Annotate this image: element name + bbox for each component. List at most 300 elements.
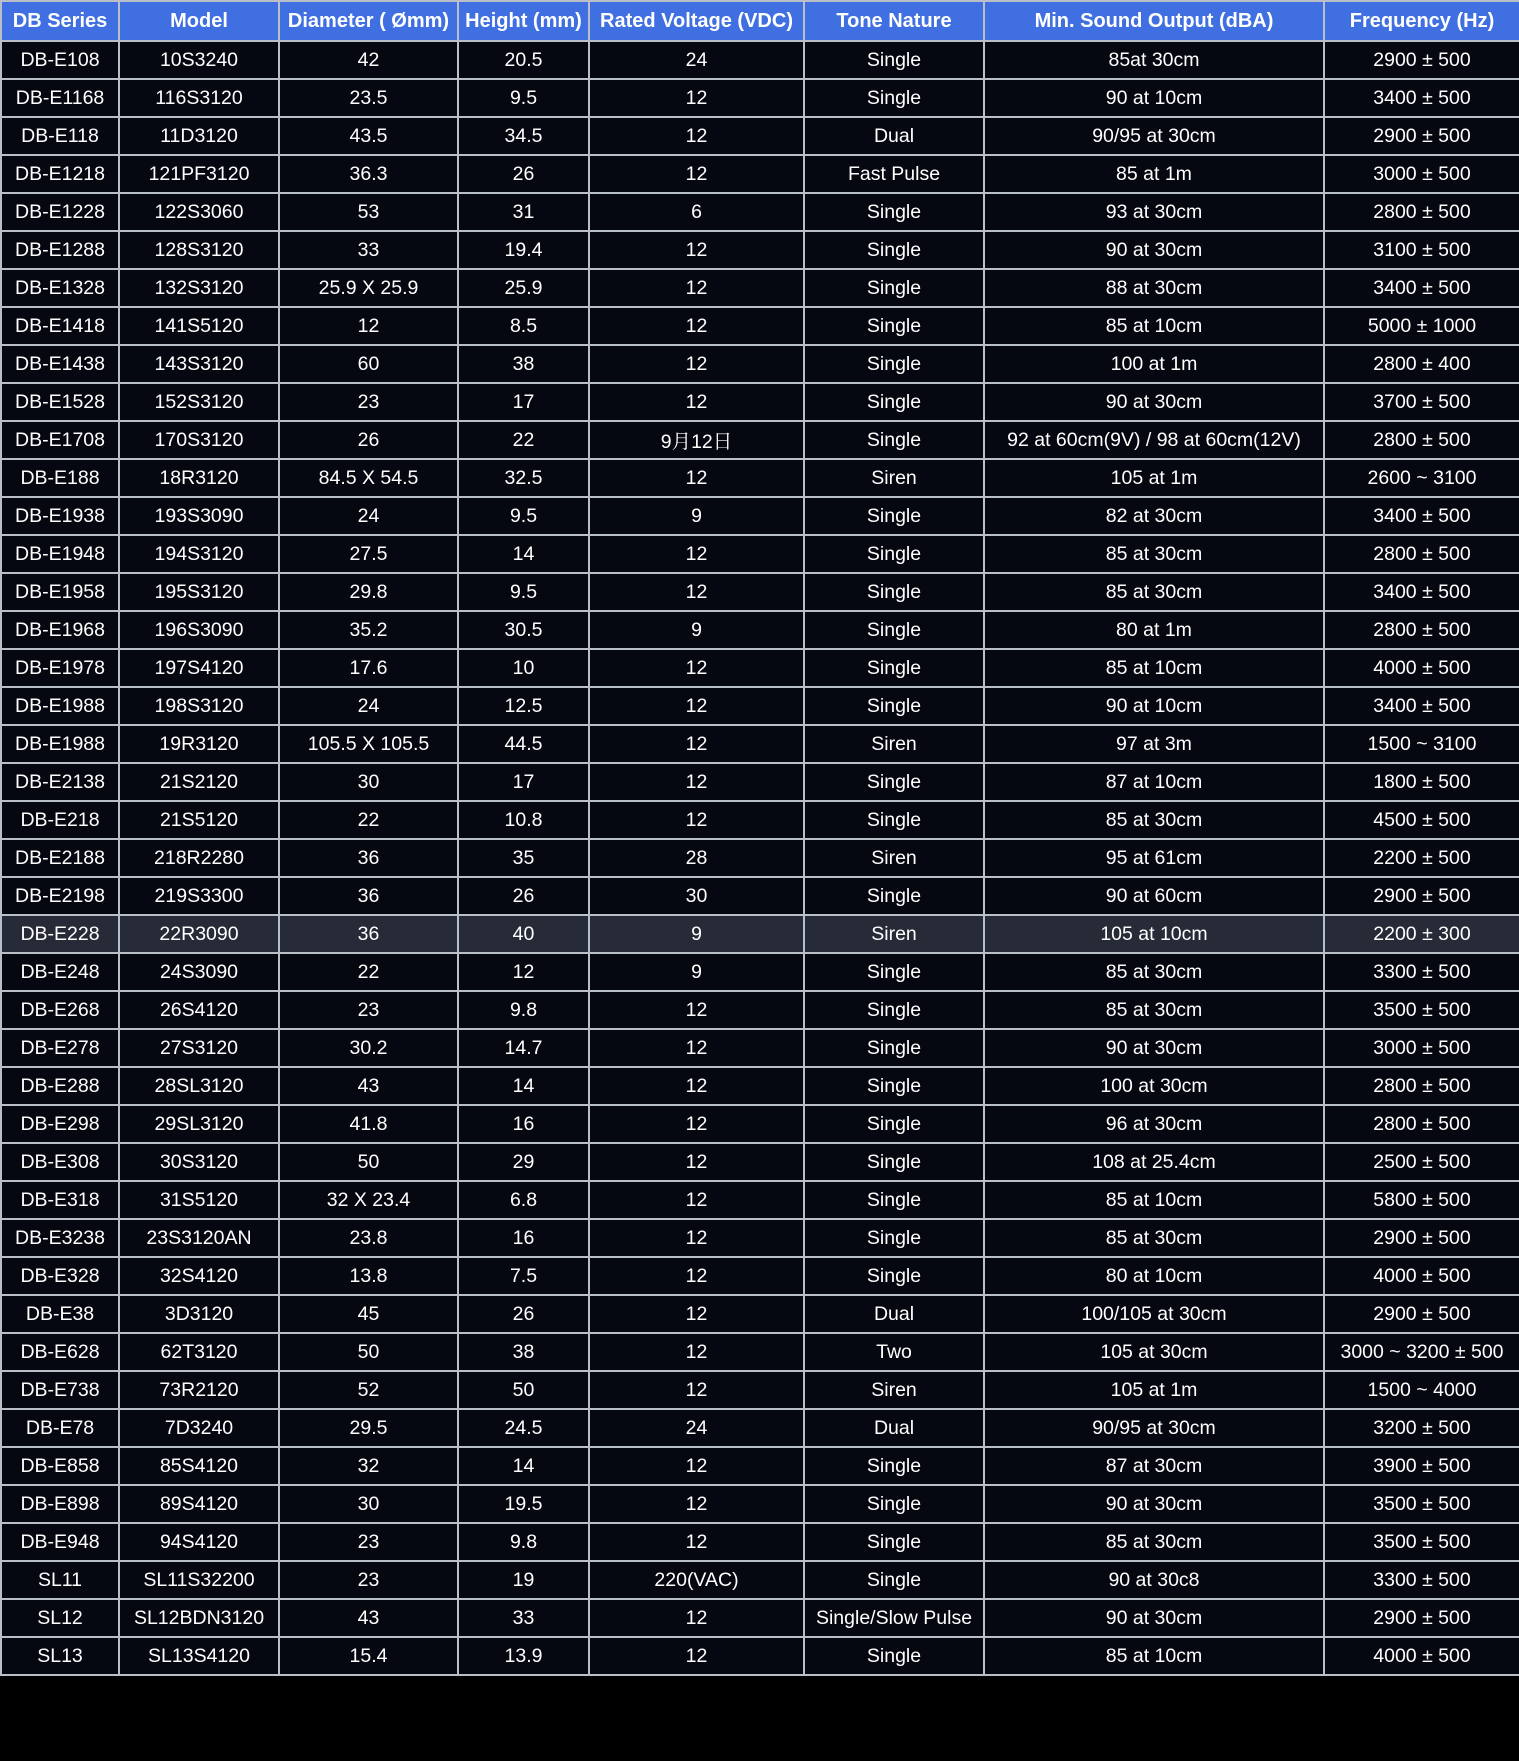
model-cell: 132S3120 (119, 269, 279, 307)
tone-nature-cell: Siren (804, 459, 984, 497)
diameter-cell: 30 (279, 1485, 458, 1523)
db-series-cell: DB-E1528 (1, 383, 119, 421)
diameter-cell: 23.8 (279, 1219, 458, 1257)
diameter-cell: 24 (279, 687, 458, 725)
rated-voltage-cell: 12 (589, 1523, 804, 1561)
sound-output-cell: 93 at 30cm (984, 193, 1324, 231)
tone-nature-cell: Single (804, 611, 984, 649)
frequency-cell: 2900 ± 500 (1324, 117, 1519, 155)
height-cell: 10 (458, 649, 589, 687)
tone-nature-cell: Single (804, 307, 984, 345)
frequency-cell: 2800 ± 500 (1324, 611, 1519, 649)
rated-voltage-cell: 6 (589, 193, 804, 231)
tone-nature-cell: Single (804, 1105, 984, 1143)
diameter-cell: 36 (279, 915, 458, 953)
height-cell: 33 (458, 1599, 589, 1637)
frequency-cell: 3400 ± 500 (1324, 269, 1519, 307)
height-cell: 34.5 (458, 117, 589, 155)
height-cell: 10.8 (458, 801, 589, 839)
model-cell: SL12BDN3120 (119, 1599, 279, 1637)
model-cell: 3D3120 (119, 1295, 279, 1333)
height-cell: 32.5 (458, 459, 589, 497)
table-row[interactable] (1, 687, 1519, 725)
header-row (1, 1, 1519, 41)
rated-voltage-cell: 12 (589, 1371, 804, 1409)
db-series-cell: DB-E268 (1, 991, 119, 1029)
diameter-cell: 26 (279, 421, 458, 459)
table-row[interactable] (1, 611, 1519, 649)
table-row[interactable] (1, 915, 1519, 953)
model-cell: 198S3120 (119, 687, 279, 725)
table-row[interactable] (1, 1219, 1519, 1257)
tone-nature-cell: Single (804, 497, 984, 535)
rated-voltage-cell: 12 (589, 1143, 804, 1181)
diameter-cell: 45 (279, 1295, 458, 1333)
model-cell: 219S3300 (119, 877, 279, 915)
sound-output-cell: 90/95 at 30cm (984, 117, 1324, 155)
table-row[interactable] (1, 877, 1519, 915)
diameter-cell: 29.8 (279, 573, 458, 611)
height-cell: 16 (458, 1219, 589, 1257)
db-series-cell: DB-E2138 (1, 763, 119, 801)
frequency-cell: 2800 ± 500 (1324, 535, 1519, 573)
diameter-cell: 33 (279, 231, 458, 269)
tone-nature-cell: Dual (804, 1409, 984, 1447)
tone-nature-cell: Siren (804, 725, 984, 763)
db-series-cell: DB-E1988 (1, 725, 119, 763)
table-row[interactable] (1, 497, 1519, 535)
height-cell: 9.8 (458, 991, 589, 1029)
table-row[interactable] (1, 1485, 1519, 1523)
diameter-cell: 36.3 (279, 155, 458, 193)
model-cell: 218R2280 (119, 839, 279, 877)
tone-nature-cell: Single (804, 1219, 984, 1257)
db-series-cell: DB-E108 (1, 41, 119, 79)
sound-output-cell: 82 at 30cm (984, 497, 1324, 535)
table-body (1, 41, 1519, 1675)
diameter-cell: 41.8 (279, 1105, 458, 1143)
column-header-min-sound-output[interactable]: Min. Sound Output (dBA) (984, 1, 1324, 41)
diameter-cell: 25.9 X 25.9 (279, 269, 458, 307)
db-series-cell: DB-E628 (1, 1333, 119, 1371)
height-cell: 9.5 (458, 573, 589, 611)
diameter-cell: 32 (279, 1447, 458, 1485)
frequency-cell: 2500 ± 500 (1324, 1143, 1519, 1181)
table-row[interactable] (1, 421, 1519, 459)
rated-voltage-cell: 12 (589, 345, 804, 383)
table-row[interactable] (1, 41, 1519, 79)
sound-output-cell: 90 at 60cm (984, 877, 1324, 915)
table-row[interactable] (1, 1333, 1519, 1371)
tone-nature-cell: Single (804, 953, 984, 991)
table-row[interactable] (1, 991, 1519, 1029)
db-series-cell: DB-E1328 (1, 269, 119, 307)
sound-output-cell: 80 at 1m (984, 611, 1324, 649)
tone-nature-cell: Single (804, 1637, 984, 1675)
db-series-cell: DB-E38 (1, 1295, 119, 1333)
db-series-cell: DB-E1948 (1, 535, 119, 573)
table-row[interactable] (1, 801, 1519, 839)
sound-output-cell: 85 at 10cm (984, 649, 1324, 687)
height-cell: 24.5 (458, 1409, 589, 1447)
frequency-cell: 2900 ± 500 (1324, 1219, 1519, 1257)
tone-nature-cell: Single (804, 421, 984, 459)
frequency-cell: 2900 ± 500 (1324, 41, 1519, 79)
model-cell: 143S3120 (119, 345, 279, 383)
db-series-cell: DB-E228 (1, 915, 119, 953)
tone-nature-cell: Siren (804, 1371, 984, 1409)
model-cell: 29SL3120 (119, 1105, 279, 1143)
diameter-cell: 29.5 (279, 1409, 458, 1447)
db-series-cell: SL11 (1, 1561, 119, 1599)
tone-nature-cell: Single (804, 345, 984, 383)
frequency-cell: 3000 ~ 3200 ± 500 (1324, 1333, 1519, 1371)
sound-output-cell: 85 at 10cm (984, 1637, 1324, 1675)
tone-nature-cell: Single (804, 649, 984, 687)
diameter-cell: 105.5 X 105.5 (279, 725, 458, 763)
column-header-tone-nature[interactable]: Tone Nature (804, 1, 984, 41)
frequency-cell: 4500 ± 500 (1324, 801, 1519, 839)
sound-output-cell: 88 at 30cm (984, 269, 1324, 307)
table-row[interactable] (1, 231, 1519, 269)
frequency-cell: 3300 ± 500 (1324, 953, 1519, 991)
diameter-cell: 84.5 X 54.5 (279, 459, 458, 497)
model-cell: 31S5120 (119, 1181, 279, 1219)
frequency-cell: 3200 ± 500 (1324, 1409, 1519, 1447)
height-cell: 26 (458, 877, 589, 915)
db-series-cell: DB-E328 (1, 1257, 119, 1295)
sound-output-cell: 105 at 30cm (984, 1333, 1324, 1371)
model-cell: 21S2120 (119, 763, 279, 801)
tone-nature-cell: Single (804, 79, 984, 117)
rated-voltage-cell: 12 (589, 763, 804, 801)
sound-output-cell: 92 at 60cm(9V) / 98 at 60cm(12V) (984, 421, 1324, 459)
height-cell: 12.5 (458, 687, 589, 725)
table-row[interactable] (1, 1409, 1519, 1447)
height-cell: 16 (458, 1105, 589, 1143)
diameter-cell: 22 (279, 953, 458, 991)
height-cell: 14 (458, 1067, 589, 1105)
rated-voltage-cell: 12 (589, 535, 804, 573)
sound-output-cell: 85 at 30cm (984, 801, 1324, 839)
height-cell: 44.5 (458, 725, 589, 763)
model-cell: 197S4120 (119, 649, 279, 687)
height-cell: 7.5 (458, 1257, 589, 1295)
height-cell: 40 (458, 915, 589, 953)
db-series-cell: DB-E288 (1, 1067, 119, 1105)
height-cell: 20.5 (458, 41, 589, 79)
height-cell: 6.8 (458, 1181, 589, 1219)
height-cell: 50 (458, 1371, 589, 1409)
db-series-cell: DB-E278 (1, 1029, 119, 1067)
rated-voltage-cell: 12 (589, 79, 804, 117)
db-series-cell: DB-E738 (1, 1371, 119, 1409)
tone-nature-cell: Dual (804, 117, 984, 155)
table-row[interactable] (1, 1067, 1519, 1105)
tone-nature-cell: Single (804, 1143, 984, 1181)
model-cell: 23S3120AN (119, 1219, 279, 1257)
model-cell: 62T3120 (119, 1333, 279, 1371)
table-row[interactable] (1, 763, 1519, 801)
table-row[interactable] (1, 1105, 1519, 1143)
db-series-cell: DB-E1418 (1, 307, 119, 345)
rated-voltage-cell: 12 (589, 1485, 804, 1523)
model-cell: 122S3060 (119, 193, 279, 231)
table-row[interactable] (1, 1295, 1519, 1333)
height-cell: 35 (458, 839, 589, 877)
db-series-cell: DB-E1438 (1, 345, 119, 383)
rated-voltage-cell: 12 (589, 801, 804, 839)
model-cell: 121PF3120 (119, 155, 279, 193)
sound-output-cell: 85 at 10cm (984, 307, 1324, 345)
model-cell: 21S5120 (119, 801, 279, 839)
frequency-cell: 1800 ± 500 (1324, 763, 1519, 801)
model-cell: 128S3120 (119, 231, 279, 269)
frequency-cell: 2900 ± 500 (1324, 877, 1519, 915)
column-header-model[interactable]: Model (119, 1, 279, 41)
rated-voltage-cell: 12 (589, 1447, 804, 1485)
db-series-cell: DB-E248 (1, 953, 119, 991)
tone-nature-cell: Fast Pulse (804, 155, 984, 193)
rated-voltage-cell: 12 (589, 383, 804, 421)
diameter-cell: 17.6 (279, 649, 458, 687)
table-row[interactable] (1, 839, 1519, 877)
tone-nature-cell: Single (804, 231, 984, 269)
diameter-cell: 50 (279, 1333, 458, 1371)
table-row[interactable] (1, 1599, 1519, 1637)
frequency-cell: 2600 ~ 3100 (1324, 459, 1519, 497)
height-cell: 31 (458, 193, 589, 231)
tone-nature-cell: Single (804, 1029, 984, 1067)
sound-output-cell: 80 at 10cm (984, 1257, 1324, 1295)
db-series-cell: DB-E1958 (1, 573, 119, 611)
frequency-cell: 3000 ± 500 (1324, 155, 1519, 193)
diameter-cell: 52 (279, 1371, 458, 1409)
table-row[interactable] (1, 1523, 1519, 1561)
db-series-cell: DB-E858 (1, 1447, 119, 1485)
frequency-cell: 3100 ± 500 (1324, 231, 1519, 269)
db-series-cell: DB-E298 (1, 1105, 119, 1143)
diameter-cell: 30 (279, 763, 458, 801)
frequency-cell: 3500 ± 500 (1324, 1523, 1519, 1561)
rated-voltage-cell: 12 (589, 687, 804, 725)
frequency-cell: 3500 ± 500 (1324, 991, 1519, 1029)
table-row[interactable] (1, 1637, 1519, 1675)
height-cell: 30.5 (458, 611, 589, 649)
table-row[interactable] (1, 649, 1519, 687)
frequency-cell: 3400 ± 500 (1324, 687, 1519, 725)
table-row[interactable] (1, 269, 1519, 307)
sound-output-cell: 95 at 61cm (984, 839, 1324, 877)
rated-voltage-cell: 12 (589, 1257, 804, 1295)
table-row[interactable] (1, 383, 1519, 421)
db-series-cell: DB-E318 (1, 1181, 119, 1219)
model-cell: 24S3090 (119, 953, 279, 991)
diameter-cell: 27.5 (279, 535, 458, 573)
frequency-cell: 3400 ± 500 (1324, 497, 1519, 535)
table-row[interactable] (1, 725, 1519, 763)
diameter-cell: 23 (279, 1523, 458, 1561)
table-row[interactable] (1, 1143, 1519, 1181)
frequency-cell: 4000 ± 500 (1324, 1637, 1519, 1675)
height-cell: 29 (458, 1143, 589, 1181)
rated-voltage-cell: 30 (589, 877, 804, 915)
rated-voltage-cell: 24 (589, 1409, 804, 1447)
tone-nature-cell: Single (804, 535, 984, 573)
sound-output-cell: 100 at 30cm (984, 1067, 1324, 1105)
sound-output-cell: 100/105 at 30cm (984, 1295, 1324, 1333)
db-series-cell: DB-E3238 (1, 1219, 119, 1257)
sound-output-cell: 90/95 at 30cm (984, 1409, 1324, 1447)
model-cell: 30S3120 (119, 1143, 279, 1181)
diameter-cell: 60 (279, 345, 458, 383)
table-row[interactable] (1, 1029, 1519, 1067)
model-cell: 141S5120 (119, 307, 279, 345)
tone-nature-cell: Single (804, 1181, 984, 1219)
tone-nature-cell: Single (804, 763, 984, 801)
table-row[interactable] (1, 953, 1519, 991)
diameter-cell: 23 (279, 1561, 458, 1599)
frequency-cell: 2200 ± 300 (1324, 915, 1519, 953)
db-series-cell: DB-E1988 (1, 687, 119, 725)
db-series-cell: DB-E1708 (1, 421, 119, 459)
height-cell: 9.8 (458, 1523, 589, 1561)
rated-voltage-cell: 12 (589, 231, 804, 269)
rated-voltage-cell: 12 (589, 1219, 804, 1257)
height-cell: 38 (458, 1333, 589, 1371)
sound-output-cell: 85at 30cm (984, 41, 1324, 79)
column-header-diameter[interactable]: Diameter ( Ømm) (279, 1, 458, 41)
sound-output-cell: 96 at 30cm (984, 1105, 1324, 1143)
column-header-rated-voltage[interactable]: Rated Voltage (VDC) (589, 1, 804, 41)
db-series-cell: DB-E1168 (1, 79, 119, 117)
frequency-cell: 2800 ± 500 (1324, 1067, 1519, 1105)
diameter-cell: 35.2 (279, 611, 458, 649)
height-cell: 13.9 (458, 1637, 589, 1675)
table-row[interactable] (1, 459, 1519, 497)
height-cell: 26 (458, 1295, 589, 1333)
table-row[interactable] (1, 1257, 1519, 1295)
model-cell: 116S3120 (119, 79, 279, 117)
sound-output-cell: 105 at 1m (984, 459, 1324, 497)
model-cell: 32S4120 (119, 1257, 279, 1295)
table-row[interactable] (1, 117, 1519, 155)
sound-output-cell: 90 at 30cm (984, 383, 1324, 421)
table-row[interactable] (1, 1371, 1519, 1409)
rated-voltage-cell: 9 (589, 953, 804, 991)
table-row[interactable] (1, 1447, 1519, 1485)
rated-voltage-cell: 12 (589, 1105, 804, 1143)
table-row[interactable] (1, 1561, 1519, 1599)
sound-output-cell: 85 at 30cm (984, 1219, 1324, 1257)
sound-output-cell: 97 at 3m (984, 725, 1324, 763)
rated-voltage-cell: 24 (589, 41, 804, 79)
frequency-cell: 1500 ~ 4000 (1324, 1371, 1519, 1409)
sound-output-cell: 90 at 30cm (984, 1485, 1324, 1523)
diameter-cell: 15.4 (279, 1637, 458, 1675)
tone-nature-cell: Single (804, 573, 984, 611)
column-header-db-series[interactable]: DB Series (1, 1, 119, 41)
rated-voltage-cell: 12 (589, 1333, 804, 1371)
rated-voltage-cell: 12 (589, 1295, 804, 1333)
tone-nature-cell: Single (804, 1485, 984, 1523)
rated-voltage-cell: 12 (589, 307, 804, 345)
tone-nature-cell: Single (804, 1523, 984, 1561)
db-series-cell: DB-E1938 (1, 497, 119, 535)
table-row[interactable] (1, 1181, 1519, 1219)
sound-output-cell: 90 at 30cm (984, 1029, 1324, 1067)
tone-nature-cell: Single/Slow Pulse (804, 1599, 984, 1637)
db-series-cell: DB-E1288 (1, 231, 119, 269)
model-cell: 27S3120 (119, 1029, 279, 1067)
rated-voltage-cell: 12 (589, 155, 804, 193)
tone-nature-cell: Single (804, 801, 984, 839)
frequency-cell: 2900 ± 500 (1324, 1599, 1519, 1637)
frequency-cell: 3000 ± 500 (1324, 1029, 1519, 1067)
rated-voltage-cell: 12 (589, 991, 804, 1029)
column-header-frequency[interactable]: Frequency (Hz) (1324, 1, 1519, 41)
db-series-cell: DB-E218 (1, 801, 119, 839)
diameter-cell: 23 (279, 991, 458, 1029)
model-cell: 89S4120 (119, 1485, 279, 1523)
sound-output-cell: 85 at 30cm (984, 1523, 1324, 1561)
model-cell: 11D3120 (119, 117, 279, 155)
diameter-cell: 36 (279, 877, 458, 915)
frequency-cell: 3900 ± 500 (1324, 1447, 1519, 1485)
diameter-cell: 22 (279, 801, 458, 839)
diameter-cell: 36 (279, 839, 458, 877)
table-row[interactable] (1, 535, 1519, 573)
sound-output-cell: 90 at 30cm (984, 1599, 1324, 1637)
frequency-cell: 3300 ± 500 (1324, 1561, 1519, 1599)
db-series-cell: DB-E2198 (1, 877, 119, 915)
diameter-cell: 50 (279, 1143, 458, 1181)
sound-output-cell: 108 at 25.4cm (984, 1143, 1324, 1181)
table-row[interactable] (1, 345, 1519, 383)
db-series-cell: DB-E898 (1, 1485, 119, 1523)
table-row[interactable] (1, 307, 1519, 345)
tone-nature-cell: Siren (804, 839, 984, 877)
model-cell: 10S3240 (119, 41, 279, 79)
frequency-cell: 2900 ± 500 (1324, 1295, 1519, 1333)
frequency-cell: 3400 ± 500 (1324, 79, 1519, 117)
table-row[interactable] (1, 193, 1519, 231)
model-cell: 18R3120 (119, 459, 279, 497)
rated-voltage-cell: 12 (589, 1637, 804, 1675)
tone-nature-cell: Single (804, 1447, 984, 1485)
sound-output-cell: 90 at 30cm (984, 231, 1324, 269)
rated-voltage-cell: 12 (589, 1029, 804, 1067)
table-header (1, 1, 1519, 41)
column-header-height[interactable]: Height (mm) (458, 1, 589, 41)
height-cell: 19.5 (458, 1485, 589, 1523)
db-series-cell: DB-E948 (1, 1523, 119, 1561)
frequency-cell: 4000 ± 500 (1324, 649, 1519, 687)
sound-output-cell: 87 at 10cm (984, 763, 1324, 801)
tone-nature-cell: Single (804, 383, 984, 421)
db-series-cell: DB-E118 (1, 117, 119, 155)
table-row[interactable] (1, 79, 1519, 117)
sound-output-cell: 85 at 10cm (984, 1181, 1324, 1219)
rated-voltage-cell: 12 (589, 1181, 804, 1219)
diameter-cell: 24 (279, 497, 458, 535)
table-row[interactable] (1, 155, 1519, 193)
model-cell: 19R3120 (119, 725, 279, 763)
table-row[interactable] (1, 573, 1519, 611)
diameter-cell: 30.2 (279, 1029, 458, 1067)
rated-voltage-cell: 12 (589, 1067, 804, 1105)
rated-voltage-cell: 12 (589, 573, 804, 611)
